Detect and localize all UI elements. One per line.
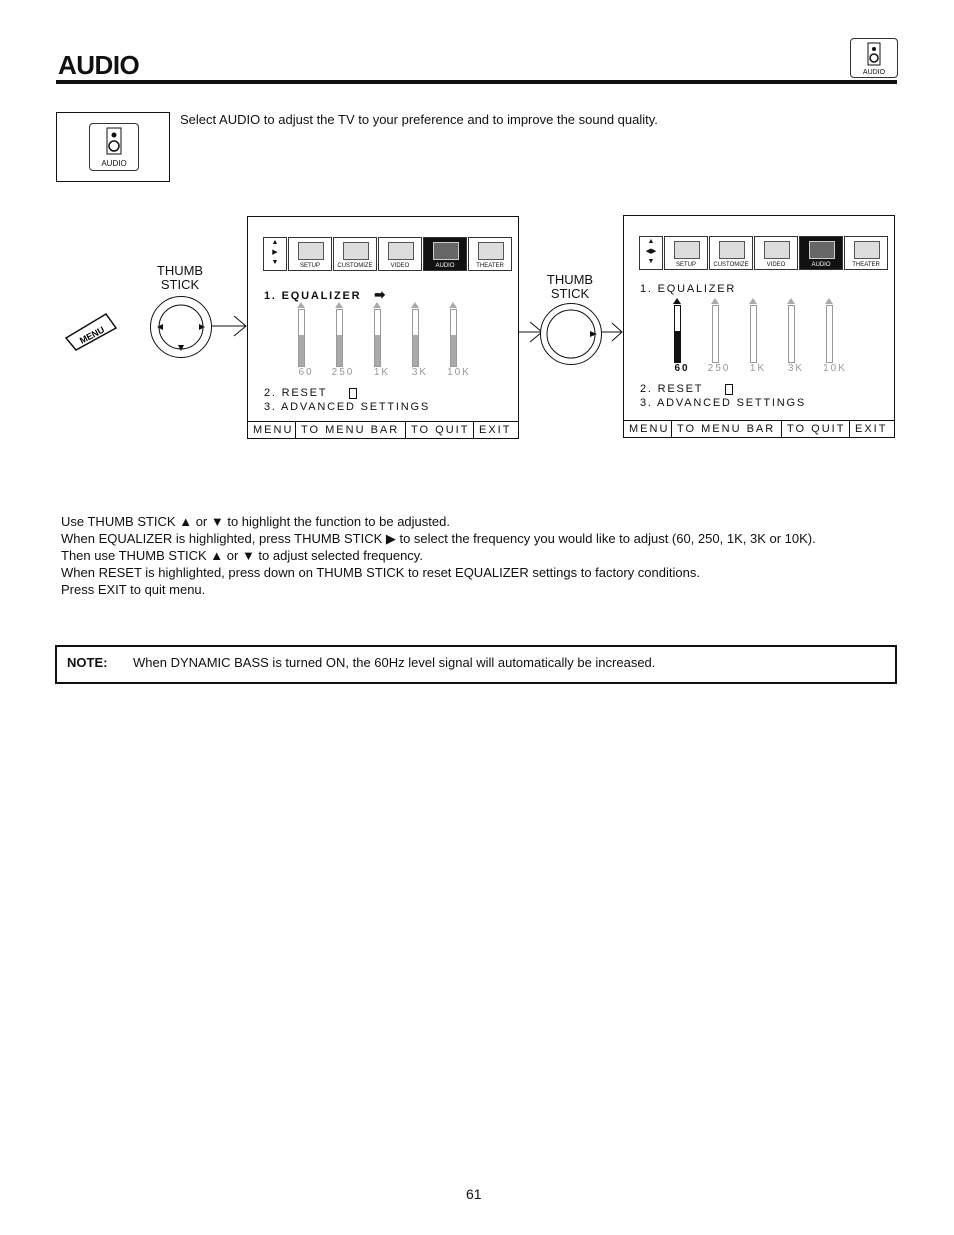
- bar-menu: MENU: [248, 422, 296, 438]
- arrow-connector-icon: [212, 314, 248, 338]
- instruction-line: When RESET is highlighted, press down on THUMB STICK to reset EQUALIZER settings to factory conditions.: [61, 565, 700, 580]
- slider-tip-icon: [411, 302, 419, 308]
- equalizer-slider[interactable]: [750, 305, 757, 363]
- tab-audio[interactable]: AUDIO: [799, 236, 843, 270]
- note-label: NOTE:: [67, 655, 108, 670]
- slider-tip-icon: [825, 298, 833, 304]
- frequency-labels: [292, 367, 476, 378]
- equalizer-slider[interactable]: [374, 309, 381, 367]
- bar-to-menu-bar: TO MENU BAR: [672, 421, 782, 437]
- freq-3k: 3K: [787, 363, 805, 374]
- speaker-icon: [103, 127, 125, 155]
- slider-tip-icon: [749, 298, 757, 304]
- thumb-stick-label-line1: THUMB: [156, 263, 204, 278]
- freq-1k: 1K: [373, 367, 391, 378]
- slider-tip-icon: [787, 298, 795, 304]
- thumb-stick-label: [150, 264, 210, 292]
- bar-to-quit: TO QUIT: [782, 421, 850, 437]
- page-number: 61: [466, 1186, 482, 1202]
- freq-1k: 1K: [749, 363, 767, 374]
- setup-icon: [674, 241, 700, 259]
- equalizer-slider[interactable]: [298, 309, 305, 367]
- theater-icon: [854, 241, 880, 259]
- tab-setup[interactable]: SETUP: [664, 236, 708, 270]
- slider-tip-icon: [711, 298, 719, 304]
- slider-fill: [337, 335, 342, 366]
- bar-menu: MENU: [624, 421, 672, 437]
- freq-60[interactable]: 60: [674, 363, 690, 374]
- audio-icon-card: [89, 123, 139, 171]
- bar-exit: EXIT: [855, 423, 888, 435]
- intro-icon-frame: [56, 112, 170, 182]
- frequency-labels: [668, 363, 852, 374]
- equalizer-slider[interactable]: [450, 309, 457, 367]
- audio-tab-icon: [850, 38, 898, 78]
- menu-bottom-bar: [624, 420, 894, 437]
- note-text: When DYNAMIC BASS is turned ON, the 60Hz level signal will automatically be increased.: [133, 655, 656, 670]
- tab-customize[interactable]: CUSTOMIZE: [333, 237, 377, 271]
- customize-icon: [719, 241, 745, 259]
- instruction-line: Then use THUMB STICK ▲ or ▼ to adjust selected frequency.: [61, 548, 423, 563]
- dpad-icon: ▲ ◀▶ ▼: [639, 236, 663, 270]
- menu-item-reset[interactable]: [640, 383, 733, 395]
- thumb-stick-label-line2: STICK: [550, 286, 590, 301]
- menu-button-label: MENU: [77, 324, 107, 346]
- audio-tab-label: AUDIO: [862, 69, 886, 76]
- menu-item-reset[interactable]: [264, 387, 357, 399]
- tv-menu-screen-right: [623, 215, 895, 438]
- tab-customize[interactable]: CUSTOMIZE: [709, 236, 753, 270]
- video-icon: [764, 241, 790, 259]
- equalizer-slider[interactable]: [412, 309, 419, 367]
- slider-tip-icon: [297, 302, 305, 308]
- instructions: [61, 513, 816, 598]
- equalizer-slider[interactable]: [826, 305, 833, 363]
- slider-fill: [675, 331, 680, 362]
- freq-10k: 10K: [447, 367, 471, 378]
- theater-icon: [478, 242, 504, 260]
- arrow-connector-icon: [602, 320, 624, 344]
- menu-tab-row: [263, 237, 512, 271]
- bar-to-quit: TO QUIT: [406, 422, 474, 438]
- bar-exit: EXIT: [479, 424, 512, 436]
- thumb-stick-label-line2: STICK: [160, 277, 200, 292]
- tab-setup[interactable]: SETUP: [288, 237, 332, 271]
- slider-tip-icon: [673, 298, 681, 304]
- customize-icon: [343, 242, 369, 260]
- note-box: [55, 645, 897, 684]
- thumb-stick-right-arrow-icon: [541, 304, 601, 364]
- menu-bottom-bar: [248, 421, 518, 438]
- thumb-stick-label-line1: THUMB: [546, 272, 594, 287]
- thumb-stick-label-right: [540, 273, 600, 301]
- slider-fill: [375, 335, 380, 366]
- menu-item-advanced-settings[interactable]: 3. ADVANCED SETTINGS: [264, 401, 430, 413]
- freq-250: 250: [331, 367, 355, 378]
- tab-video[interactable]: VIDEO: [754, 236, 798, 270]
- title-rule: [56, 80, 897, 84]
- reset-checkbox[interactable]: [725, 384, 733, 395]
- right-arrow-icon: ➡: [374, 287, 387, 302]
- tab-theater[interactable]: THEATER: [844, 236, 888, 270]
- slider-tip-icon: [449, 302, 457, 308]
- menu-tab-row: [639, 236, 888, 270]
- freq-250: 250: [707, 363, 731, 374]
- tab-audio[interactable]: AUDIO: [423, 237, 467, 271]
- freq-3k: 3K: [411, 367, 429, 378]
- thumb-stick[interactable]: [150, 296, 212, 358]
- slider-fill: [451, 335, 456, 366]
- setup-icon: [298, 242, 324, 260]
- equalizer-slider[interactable]: [788, 305, 795, 363]
- slider-tip-icon: [335, 302, 343, 308]
- reset-label: 2. RESET: [640, 383, 704, 395]
- speaker-icon: [809, 241, 835, 259]
- freq-60: 60: [298, 367, 314, 378]
- instruction-line: When EQUALIZER is highlighted, press THUMB STICK ▶ to select the frequency you would like to adjust (60, 250, 1K, 3K or 10K).: [61, 531, 816, 546]
- reset-checkbox[interactable]: [349, 388, 357, 399]
- instruction-line: Use THUMB STICK ▲ or ▼ to highlight the function to be adjusted.: [61, 514, 450, 529]
- menu-item-equalizer[interactable]: 1. EQUALIZER: [640, 283, 737, 295]
- reset-label: 2. RESET: [264, 387, 328, 399]
- freq-10k: 10K: [823, 363, 847, 374]
- tv-menu-screen-left: [247, 216, 519, 439]
- thumb-stick-right[interactable]: [540, 303, 602, 365]
- menu-item-equalizer[interactable]: [264, 287, 387, 303]
- speaker-icon: [433, 242, 459, 260]
- slider-tip-icon: [373, 302, 381, 308]
- audio-icon-label: AUDIO: [101, 159, 127, 168]
- equalizer-label: 1. EQUALIZER: [264, 290, 362, 302]
- slider-fill: [413, 335, 418, 366]
- dpad-icon: ▲ ▶ ▼: [263, 237, 287, 271]
- video-icon: [388, 242, 414, 260]
- menu-button[interactable]: [62, 308, 120, 352]
- equalizer-slider[interactable]: [712, 305, 719, 363]
- menu-item-advanced-settings[interactable]: 3. ADVANCED SETTINGS: [640, 397, 806, 409]
- intro-text: Select AUDIO to adjust the TV to your preference and to improve the sound quality.: [180, 112, 658, 127]
- page-title: AUDIO: [58, 50, 140, 80]
- instruction-line: Press EXIT to quit menu.: [61, 582, 206, 597]
- equalizer-slider[interactable]: [674, 305, 681, 363]
- speaker-icon: [864, 42, 884, 66]
- bar-to-menu-bar: TO MENU BAR: [296, 422, 406, 438]
- equalizer-slider[interactable]: [336, 309, 343, 367]
- thumb-stick-arrows-icon: [151, 297, 211, 357]
- tab-video[interactable]: VIDEO: [378, 237, 422, 271]
- tab-theater[interactable]: THEATER: [468, 237, 512, 271]
- slider-fill: [299, 335, 304, 366]
